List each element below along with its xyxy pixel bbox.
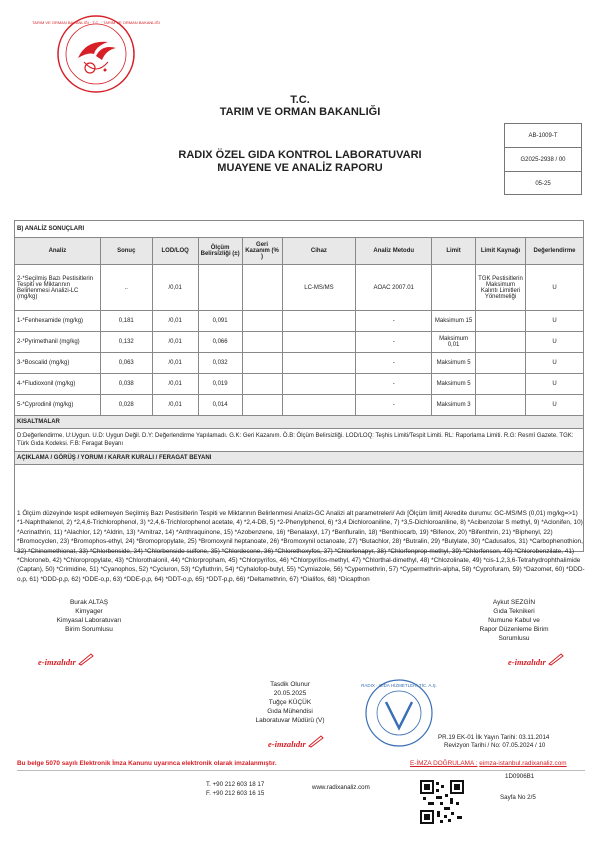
e-signed-text: e-imzalıdır xyxy=(508,657,546,667)
row-lod: /0,01 xyxy=(152,332,198,353)
col-cihaz: Cihaz xyxy=(282,238,356,265)
row-metot: - xyxy=(356,332,432,353)
revision-info xyxy=(438,734,588,750)
signer-role: Numune Kabul ve xyxy=(488,617,540,624)
row-metot: - xyxy=(356,311,432,332)
approval-date: 20.05.2025 xyxy=(273,690,307,697)
group-degerlendirme: U xyxy=(525,265,583,311)
report-title-line1: RADIX ÖZEL GIDA KONTROL LABORATUVARI xyxy=(178,149,422,161)
signer-role: Kimyasal Laboratuvarı xyxy=(56,617,122,624)
approval-label: Tasdik Olunur xyxy=(270,681,310,688)
header-ministry: TARIM VE ORMAN BAKANLIĞI xyxy=(219,106,381,118)
row-sonuc: 0,038 xyxy=(100,374,152,395)
website-link[interactable]: www.radixanaliz.com xyxy=(312,784,370,791)
signature-center xyxy=(235,680,345,725)
row-limit: Maksimum 0,01 xyxy=(432,332,476,353)
row-degerlendirme: U xyxy=(525,395,583,416)
e-signed-text: e-imzalıdır xyxy=(268,739,306,749)
col-metot: Analiz Metodu xyxy=(356,238,432,265)
signer-name: Aykut SEZGİN xyxy=(492,599,536,606)
row-degerlendirme: U xyxy=(525,332,583,353)
report-number: G2025-2938 / 00 xyxy=(505,148,581,172)
signer-role: Rapor Düzenleme Birim xyxy=(479,626,549,633)
row-limit: Maksimum 5 xyxy=(432,353,476,374)
signer-role: Gıda Mühendisi xyxy=(267,708,313,715)
row-olcum: 0,014 xyxy=(198,395,242,416)
ministry-seal-logo xyxy=(32,14,160,94)
document-code: 1D0906B1 xyxy=(505,773,535,780)
row-metot: - xyxy=(356,353,432,374)
group-lod: /0,01 xyxy=(152,265,198,311)
row-metot: - xyxy=(356,395,432,416)
row-lod: /0,01 xyxy=(152,353,198,374)
section-title: B) ANALİZ SONUÇLARI xyxy=(15,221,584,238)
signer-role: Laboratuvar Müdürü (V) xyxy=(255,717,325,724)
verify-label: E-İMZA DOĞRULAMA : xyxy=(410,760,478,767)
abbreviations-text: D:Değerlendirme. U:Uygun. U.D: Uygun Değil. D.Y: Değerlendirme Yapılamadı. G.K: Geri Kazanım. Ö.B: Ölçüm Belirsizliği. LOD/LOQ: Teşhis Limiti/Tespit Limiti. RL: Raporlama Limiti. R.G: Resmî Gazete. TGK: Türk Gıda Kodeksi. F.B: Feragat Beyanı xyxy=(15,429,584,452)
verify-link[interactable]: eimza-istanbul.radixanaliz.com xyxy=(479,760,567,767)
e-signed-left xyxy=(38,653,95,667)
table-row xyxy=(15,374,584,395)
row-analiz: 5-*Cyprodinil (mg/kg) xyxy=(15,395,101,416)
revision-date: Revizyon Tarihi / No: 07.05.2024 / 10 xyxy=(444,742,546,749)
group-kaynak: TGK Pestisitlerin Maksimum Kalıntı Limitleri Yönetmeliği xyxy=(476,265,526,311)
table-row xyxy=(15,353,584,374)
group-sonuc: .. xyxy=(100,265,152,311)
notes-text: 1 Ölçüm düzeyinde tespit edilemeyen Seçilmiş Bazı Pestisitlerin Tespiti ve Miktarının Belirlenmesi Analizi-GC Analizi alt parametreleri/ Adı [Ölçüm limit] Akredite durumu: GC-MS/MS (0,01) mg/kg=>1) *1-Naphthalenol, 2) *2,4,6-Trichlorophenol, 3) *2,4,6-Trichlorophenol acetate, 4) *2,4-DB, 5) *2-Phenylphenol, 6) *3,4 Dichloroaniline, 7) *3,5-Dichloroaniline, 8) *Acibenzolar S methyl, 9) *Aclonifen, 10) *Acrinathrin, 11) *Alachlor, 12) *Aldrin, 13) *Amitraz, 14) *Anthraquinone, 15) *Azobenzene, 16) *Benalaxyl, 17) *Benfluralin, 18) *Benthiocarb, 19) *Bifenox, 20) *Bifenthrin, 21) *Biphenyl, 22) *Bromocyclen, 23) *Bromophos-ethyl, 24) *Bromopropylate, 25) *Bromoxynil heptanoate, 26) *Bromoxynil octanoate, 27) *Butachlor, 28) *Butralin, 29) *Butylate, 30) *Cadusafos, 31) *Carbophenothion, 32) *Chinomethionat, 33) *Chlorbenside, 34) *Chlorbenside sulfone, 35) *Chlordecone, 36) *Chlorethoxyfos, 37) *Chlorfenapyr, 38) *Chlorfenprop-methyl, 39) *Chlorfenson, 40) *Chlorobenzilate, 41) *Chloroneb, 42) *Chloropropylate, 43) *Chlorothalonil, 44) *Chlorpropham, 45) *Chlorpyrifos, 46) *Chlorpyrifos-methyl, 47) *Chlorthal-dimethyl, 48) *Chlozolinate, 49) *cis-1,2,3,6-Tetrahydrophthalimide (Captan), 50) *Crimidine, 51) *Cyanophos, 52) *Cycluron, 53) *Cyfluthrin, 54) *Cyhalofop-butyl, 55) *Cymiazole, 56) *Cypermethrin, 57) *Cypermethrin-alpha, 58) *Cyprofuram, 59) *Dazomet, 60) *DDD-o,p, 61) *DDD-p,p, 62) *DDE-o,p, 63) *DDE-p,p, 64) *DDT-o,p, 65) *DDT-p,p, 66) *Deltamethrin, 67) *Dialifos, 68) *Dicapthon xyxy=(17,510,585,583)
contact-info xyxy=(206,780,264,798)
row-sonuc: 0,028 xyxy=(100,395,152,416)
report-code-box xyxy=(504,123,582,195)
row-olcum: 0,019 xyxy=(198,374,242,395)
row-lod: /0,01 xyxy=(152,395,198,416)
company-stamp xyxy=(361,678,437,748)
e-signed-center xyxy=(268,735,325,749)
signer-role: Kimyager xyxy=(75,608,103,615)
fax: F. +90 212 603 16 15 xyxy=(206,790,265,797)
report-title-line2: MUAYENE VE ANALİZ RAPORU xyxy=(217,162,383,174)
row-sonuc: 0,063 xyxy=(100,353,152,374)
header-tc: T.C. xyxy=(290,94,310,106)
col-kaynak: Limit Kaynağı xyxy=(476,238,526,265)
table-row xyxy=(15,395,584,416)
group-cihaz: LC-MS/MS xyxy=(282,265,356,311)
report-date-code: 05-25 xyxy=(535,180,551,187)
table-row xyxy=(15,311,584,332)
col-analiz: Analiz xyxy=(15,238,101,265)
first-publish-date: PR.19 EK-01 İlk Yayın Tarihi: 03.11.2014 xyxy=(438,734,550,741)
phone: T. +90 212 603 18 17 xyxy=(206,781,265,788)
row-limit: Maksimum 5 xyxy=(432,374,476,395)
row-analiz: 1-*Fenhexamide (mg/kg) xyxy=(15,311,101,332)
row-olcum: 0,032 xyxy=(198,353,242,374)
qr-code-icon xyxy=(420,780,464,824)
row-olcum: 0,066 xyxy=(198,332,242,353)
e-signature-law-note: Bu belge 5070 sayılı Elektronik İmza Kanunu uyarınca elektronik olarak imzalanmıştır. xyxy=(17,760,277,767)
signer-name: Burak ALTAŞ xyxy=(69,599,109,606)
col-sonuc: Sonuç xyxy=(100,238,152,265)
e-signature-verify[interactable] xyxy=(410,760,567,767)
row-analiz: 4-*Fludioxonil (mg/kg) xyxy=(15,374,101,395)
row-lod: /0,01 xyxy=(152,311,198,332)
row-limit: Maksimum 3 xyxy=(432,395,476,416)
divider xyxy=(17,770,585,771)
page-number: Sayfa No 2/5 xyxy=(500,794,536,801)
row-analiz: 2-*Pyrimethanil (mg/kg) xyxy=(15,332,101,353)
col-lod: LOD/LOQ xyxy=(152,238,198,265)
group-metot: AOAC 2007.01 xyxy=(356,265,432,311)
seal-text: TARIM VE ORMAN BAKANLIĞI · T.C. · TARIM VE ORMAN BAKANLIĞI xyxy=(32,20,160,25)
row-analiz: 3-*Boscalid (mg/kg) xyxy=(15,353,101,374)
row-degerlendirme: U xyxy=(525,374,583,395)
col-geri: Geri Kazanım (% ) xyxy=(242,238,282,265)
table-row-group xyxy=(15,265,584,311)
e-signed-text: e-imzalıdır xyxy=(38,657,76,667)
row-sonuc: 0,181 xyxy=(100,311,152,332)
row-limit: Maksimum 15 xyxy=(432,311,476,332)
col-degerlendirme: Değerlendirme xyxy=(525,238,583,265)
row-degerlendirme: U xyxy=(525,353,583,374)
row-metot: - xyxy=(356,374,432,395)
pen-icon xyxy=(77,653,95,665)
abbreviations-title: KISALTMALAR xyxy=(15,416,584,429)
pen-icon xyxy=(307,735,325,747)
e-signed-right xyxy=(508,653,565,667)
row-sonuc: 0,132 xyxy=(100,332,152,353)
signer-role: Sorumlusu xyxy=(498,635,530,642)
col-limit: Limit xyxy=(432,238,476,265)
explanation-title: AÇIKLAMA / GÖRÜŞ / YORUM / KARAR KURALI / FERAGAT BEYANI xyxy=(15,452,584,465)
signature-left xyxy=(34,598,144,634)
row-degerlendirme: U xyxy=(525,311,583,332)
pen-icon xyxy=(547,653,565,665)
signature-right xyxy=(454,598,574,643)
accreditation-code: AB-1009-T xyxy=(505,124,581,148)
col-olcum: Ölçüm Belirsizliği (±) xyxy=(198,238,242,265)
group-analiz: 2-*Seçilmiş Bazı Pestisitlerin Tespiti ve Miktarının Belirlenmesi Analizi-LC (mg/kg) xyxy=(15,265,101,311)
table-row xyxy=(15,332,584,353)
row-lod: /0,01 xyxy=(152,374,198,395)
stamp-text: RADIX · GIDA HİZMETLERİ TİC. A.Ş. xyxy=(361,683,437,688)
signer-role: Gıda Teknikeri xyxy=(493,608,535,615)
signer-role: Birim Sorumlusu xyxy=(65,626,113,633)
row-olcum: 0,091 xyxy=(198,311,242,332)
signer-name: Tuğçe KÜÇÜK xyxy=(268,699,312,706)
results-table xyxy=(14,220,584,552)
